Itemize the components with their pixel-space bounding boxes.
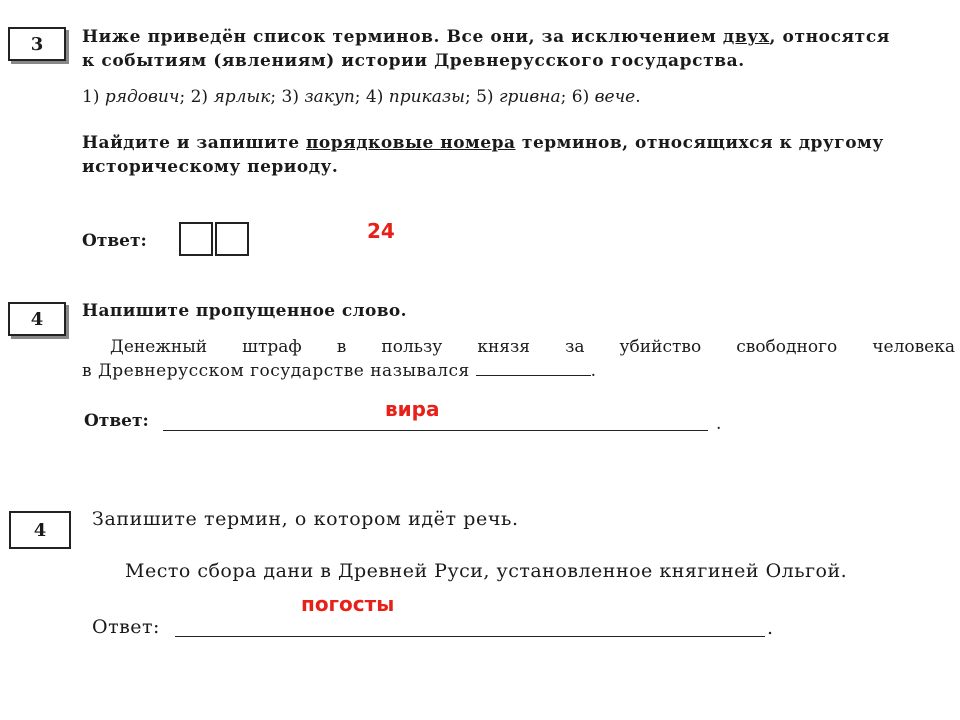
task-4b-text-line-1: Место сбора дани в Древней Руси, установленное княгиней Ольгой.: [125, 560, 848, 582]
term-1: рядович: [104, 87, 180, 107]
term-3-num: 3): [281, 87, 299, 107]
term-6-num: 6): [571, 87, 590, 107]
task-4b-answer-line[interactable]: [175, 636, 765, 637]
task-4b-answer-label: Ответ:: [92, 616, 160, 638]
term-2-num: 2): [190, 87, 209, 107]
term-5: гривна: [498, 87, 561, 107]
term-1-num: 1): [82, 87, 100, 107]
task-4a-answer-period: .: [716, 414, 722, 434]
task-3-terms-list: 1) рядович; 2) ярлык; 3) закуп; 4) приказы; 5) гривна; 6) вече.: [82, 87, 641, 107]
task-4a-handwritten-answer: вира: [385, 397, 440, 421]
task-3-instr-tail: терминов, относящихся к другому: [515, 133, 884, 153]
task-4a-prompt: Напишите пропущенное слово.: [82, 301, 407, 321]
task-3-intro-line-1: [82, 26, 890, 48]
task-3-number: 3: [8, 27, 66, 61]
task-3-intro-tail: , относятся: [769, 27, 890, 47]
task-3-intro-text: Ниже приведён список терминов. Все они, за исключением: [82, 27, 723, 47]
task-4a-text-2: в Древнерусском государстве назывался: [82, 361, 470, 381]
task-4a-text-line-2: [82, 360, 597, 382]
task-3-instruction-line-1: [82, 132, 884, 154]
term-2: ярлык: [213, 87, 271, 107]
task-3-instr-emphasis: порядковые номера: [305, 133, 516, 153]
task-4a-answer-line[interactable]: [163, 430, 708, 431]
task-4a-answer-label: Ответ:: [84, 411, 149, 431]
task-3-answer-cell-2[interactable]: [215, 222, 249, 256]
term-3: закуп: [304, 87, 355, 107]
task-3-answer-label: Ответ:: [82, 231, 147, 251]
term-5-num: 5): [476, 87, 494, 107]
task-4a-blank: [476, 361, 591, 376]
term-4: приказы: [388, 87, 465, 107]
term-4-num: 4): [365, 87, 384, 107]
task-3-handwritten-answer: 24: [367, 219, 395, 243]
task-4a-text-line-1: Денежный штраф в пользу князя за убийство свободного человека: [110, 337, 955, 357]
task-3-instr-text: Найдите и запишите: [82, 133, 306, 153]
task-4b-answer-period: .: [767, 617, 774, 639]
task-3-answer-cell-1[interactable]: [179, 222, 213, 256]
task-4a-text-2-end: .: [590, 361, 597, 381]
task-3-instruction-line-2: историческому периоду.: [82, 157, 339, 177]
task-4b-number: 4: [9, 511, 71, 549]
task-4a-number: 4: [8, 302, 66, 336]
task-4b-handwritten-answer: погосты: [301, 592, 395, 616]
task-4b-prompt: Запишите термин, о котором идёт речь.: [92, 508, 519, 530]
term-6: вече: [594, 87, 636, 107]
task-3-intro-line-2: к событиям (явлениям) истории Древнерусского государства.: [82, 51, 745, 71]
task-3-intro-emphasis: двух: [722, 27, 770, 47]
